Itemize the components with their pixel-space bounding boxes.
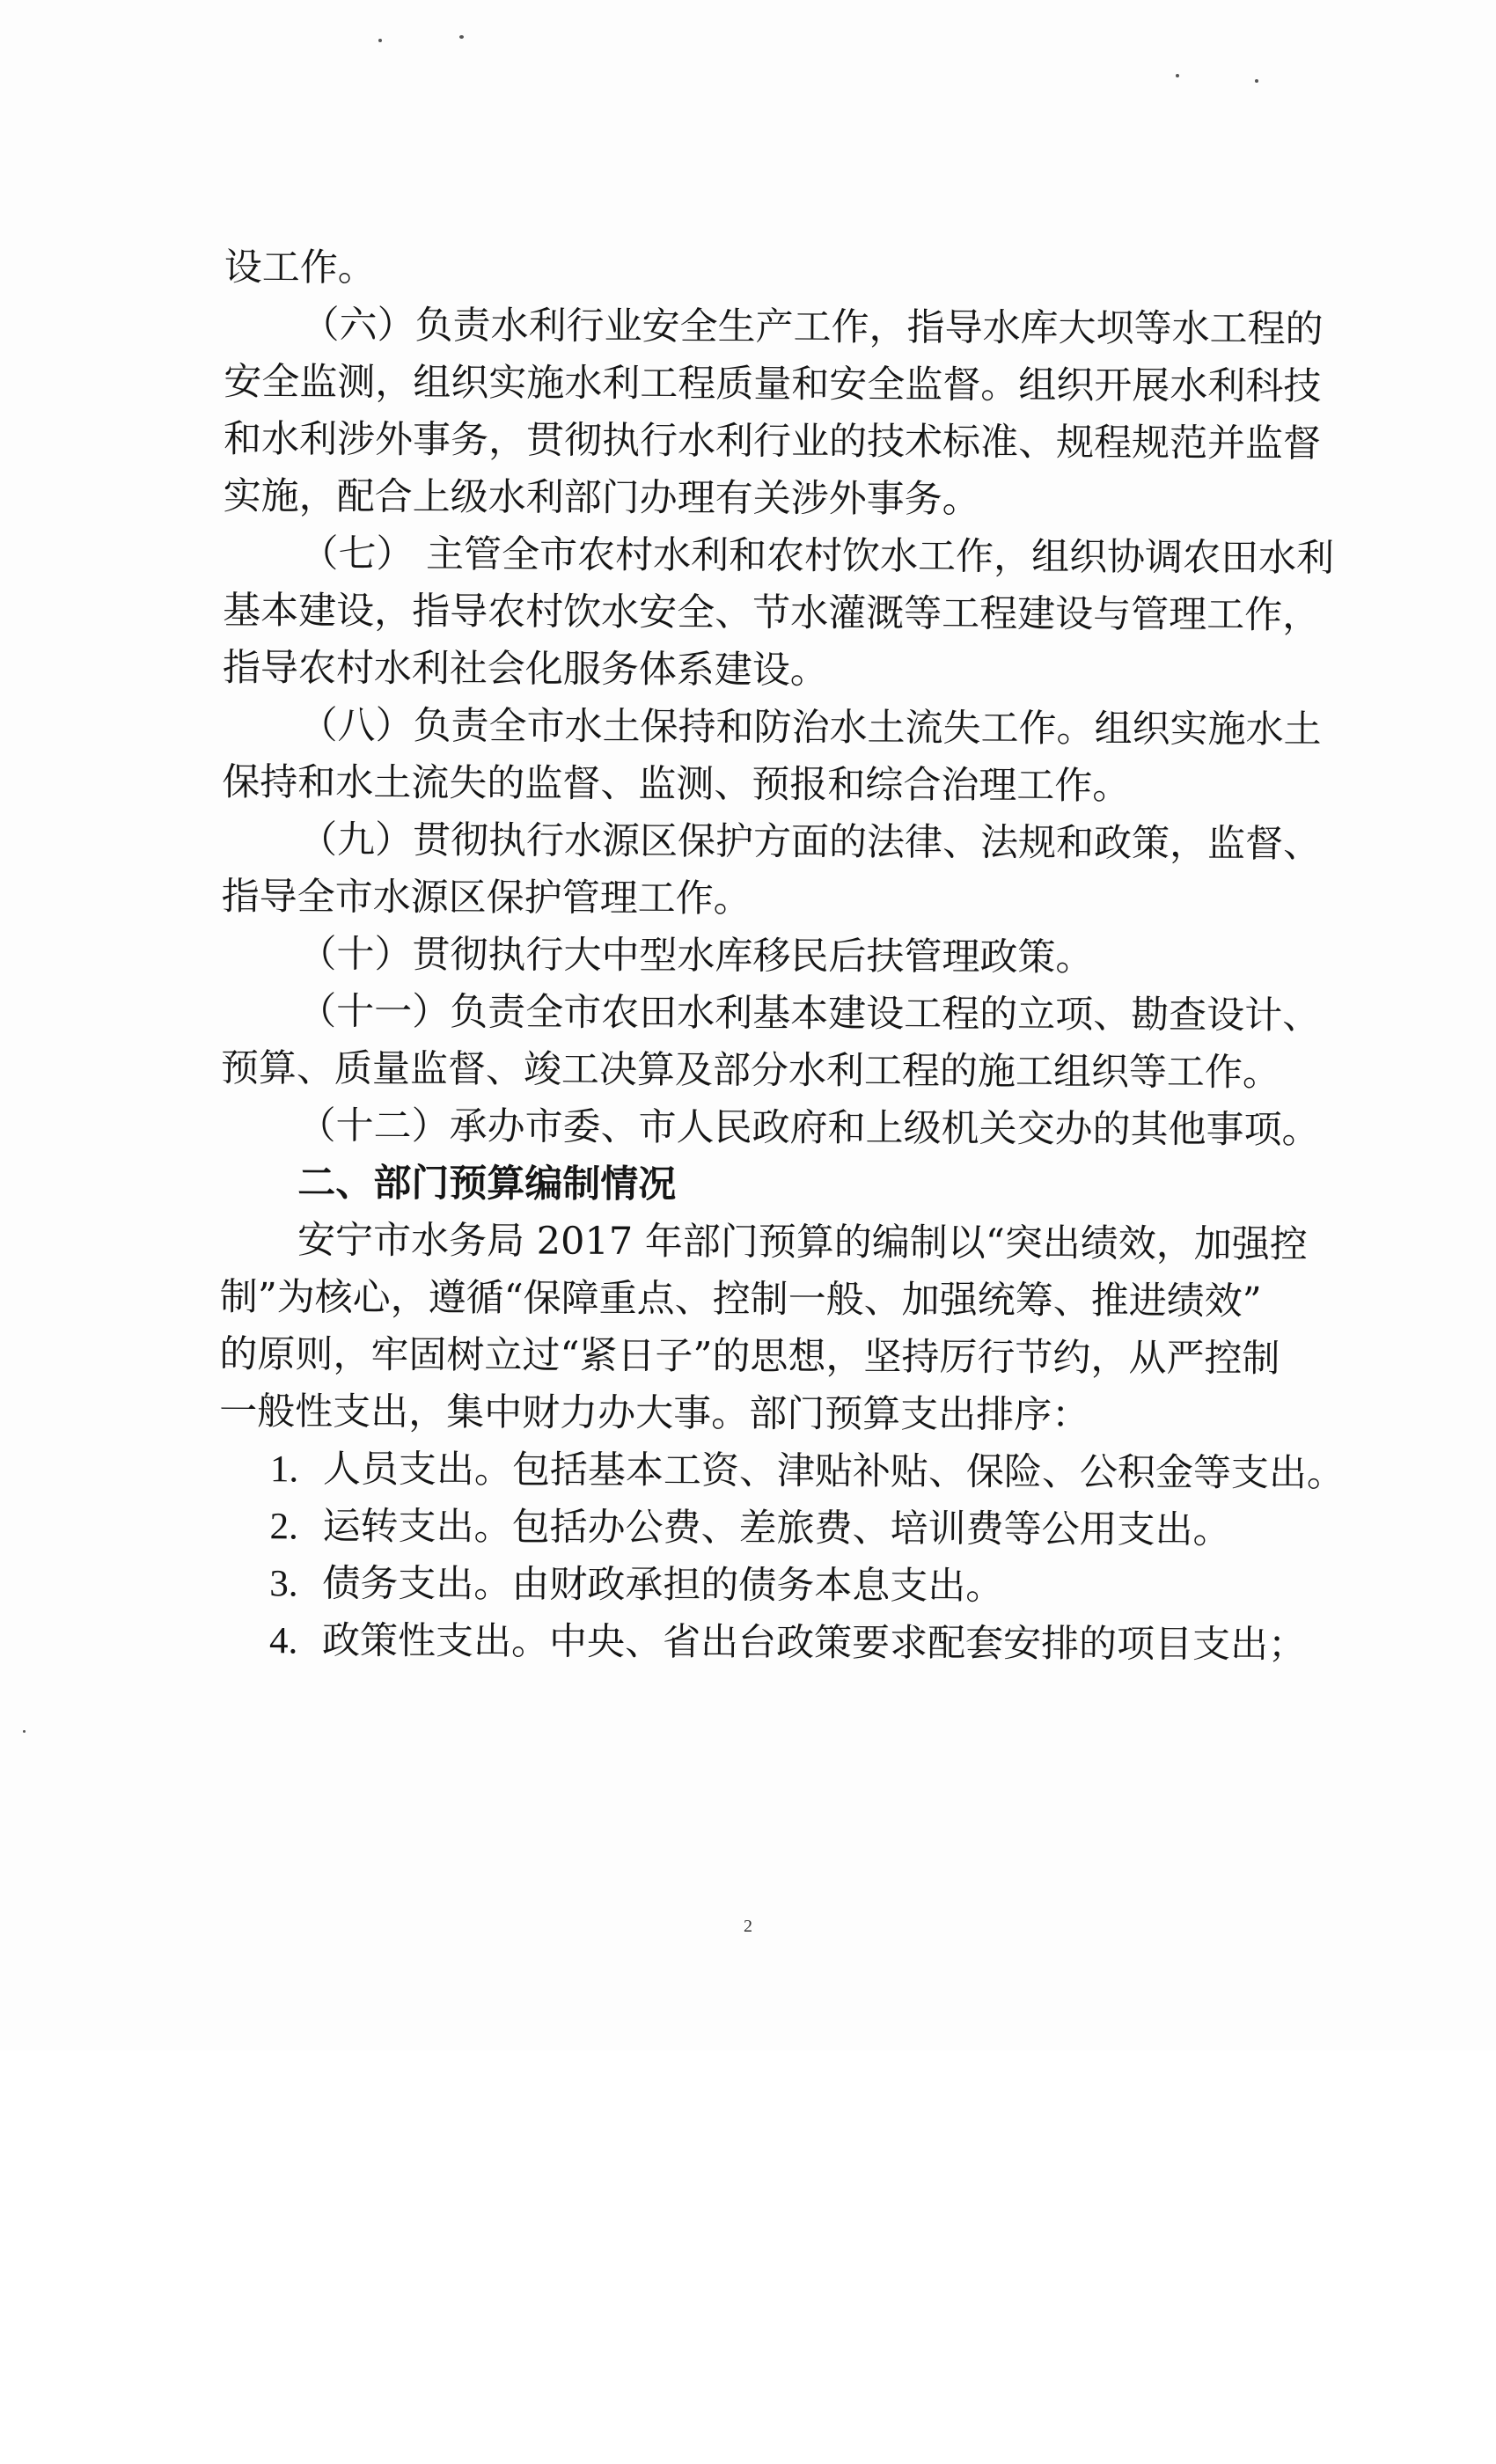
page-number: 2 [744, 1917, 752, 1936]
paragraph-line: 预算、质量监督、竣工决算及部分水利工程的施工组织等工作。 [220, 1045, 1280, 1096]
paragraph-line: 安全监测，组织实施水利工程质量和安全监督。组织开展水利科技 [224, 359, 1322, 409]
paragraph-line: 和水利涉外事务，贯彻执行水利行业的技术标准、规程规范并监督 [223, 416, 1322, 466]
list-item-text: 人员支出。包括基本工资、津贴补贴、保险、公积金等支出。 [322, 1447, 1346, 1496]
paragraph-line: 安宁市水务局 2017 年部门预算的编制以“突出绩效，加强控 [297, 1218, 1308, 1267]
paragraph-line: 一般性支出，集中财力办大事。部门预算支出排序： [219, 1389, 1090, 1438]
list-item-text: 债务支出。由财政承担的债务本息支出。 [322, 1561, 1004, 1609]
section-heading: 二、部门预算编制情况 [297, 1161, 677, 1207]
scan-speck [23, 1730, 26, 1733]
paragraph-line: 指导全市水源区保护管理工作。 [221, 874, 752, 921]
scan-speck [459, 35, 464, 39]
list-item-text: 运转支出。包括办公费、差旅费、培训费等公用支出。 [322, 1504, 1231, 1553]
paragraph-line: （七） 主管全市农村水利和农村饮水工作，组织协调农田水利 [300, 532, 1335, 581]
list-item-number: 3. [269, 1563, 298, 1605]
list-item-number: 2. [269, 1506, 298, 1548]
paragraph-line: 设工作。 [224, 245, 376, 290]
paragraph-line: （十）贯彻执行大中型水库移民后扶管理政策。 [298, 932, 1094, 980]
paragraph-line: （十二）承办市委、市人民政府和上级机关交办的其他事项。 [297, 1104, 1320, 1153]
paragraph-line: 指导农村水利社会化服务体系建设。 [222, 645, 828, 693]
blank-area [0, 2050, 1496, 2464]
document-body [218, 239, 1346, 1674]
paragraph-line: 制”为核心，遵循“保障重点、控制一般、加强统筹、推进绩效” [219, 1274, 1262, 1324]
paragraph-line: 保持和水土流失的监督、监测、预报和综合治理工作。 [222, 759, 1131, 809]
scan-speck [1176, 74, 1179, 77]
paragraph-line: 的原则，牢固树立过“紧日子”的思想，坚持厉行节约，从严控制 [219, 1331, 1280, 1382]
list-item [218, 1498, 1323, 1559]
paragraph-line: （九）贯彻执行水源区保护方面的法律、法规和政策，监督、 [298, 818, 1322, 867]
scan-speck [1255, 79, 1258, 83]
list-item-number: 4. [268, 1620, 298, 1662]
list-item-number: 1. [269, 1448, 299, 1491]
paragraph-line: （十一）负责全市农田水利基本建设工程的立项、勘查设计、 [298, 989, 1321, 1038]
list-item [219, 1441, 1346, 1502]
list-item [218, 1612, 1323, 1674]
scan-speck [378, 39, 382, 42]
paragraph-line: 实施，配合上级水利部门办理有关涉外事务。 [223, 473, 980, 522]
paragraph-line: （八）负责全市水土保持和防治水土流失工作。组织实施水土 [299, 703, 1322, 752]
list-item [218, 1555, 1323, 1617]
paragraph-line: （六）负责水利行业安全生产工作，指导水库大坝等水工程的 [301, 303, 1324, 352]
list-item-text: 政策性支出。中央、省出台政策要求配套安排的项目支出； [321, 1618, 1307, 1668]
paragraph-line: 基本建设，指导农村饮水安全、节水灌溉等工程建设与管理工作， [223, 588, 1321, 638]
